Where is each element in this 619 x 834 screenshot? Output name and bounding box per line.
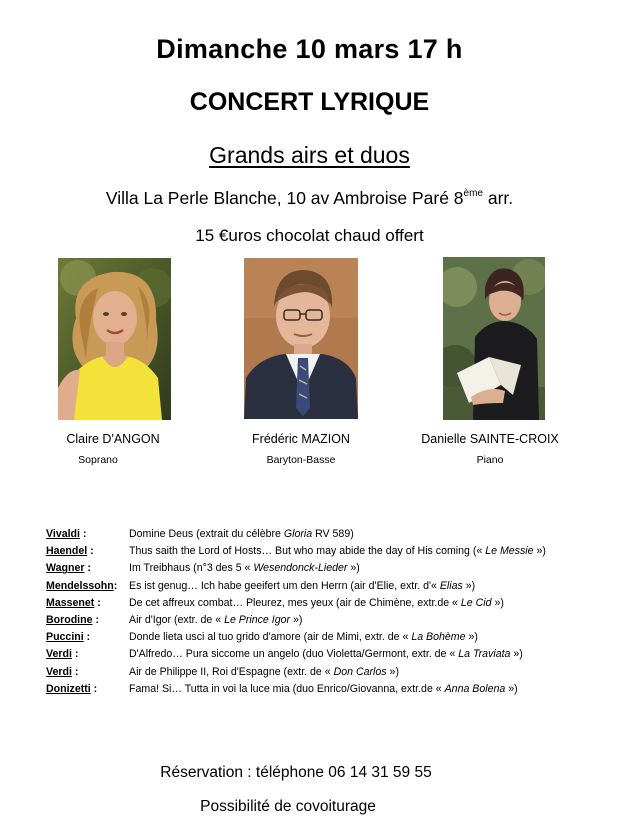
venue-end: arr.	[482, 188, 514, 208]
artist-role: Soprano	[78, 454, 118, 466]
artist-photo-soprano	[58, 258, 171, 420]
price-line: 15 €uros chocolat chaud offert	[195, 226, 424, 245]
program-row	[46, 646, 606, 663]
concert-subtitle: Grands airs et duos	[209, 142, 410, 168]
artist-role: Baryton-Basse	[266, 454, 336, 466]
program-row	[46, 664, 606, 681]
composer-name: Donizetti :	[46, 682, 98, 695]
reservation-line: Réservation : téléphone 06 14 31 59 55	[160, 764, 432, 781]
composer-name: Haendel :	[46, 545, 94, 558]
composer-name: Verdi :	[46, 665, 79, 678]
artist-photo-baritone	[244, 258, 358, 419]
program-row	[46, 612, 606, 629]
composer-name: Borodine :	[46, 613, 99, 626]
artist-name: Frédéric MAZION	[252, 432, 350, 446]
work-title: Im Treibhaus (n°3 des 5 « Wesendonck-Lieder »)	[129, 562, 360, 575]
artist-role: Piano	[476, 454, 504, 466]
program-row	[46, 578, 606, 595]
work-title: Air de Philippe II, Roi d'Espagne (extr. de « Don Carlos »)	[129, 665, 399, 678]
venue-main: Villa La Perle Blanche, 10 av Ambroise Paré 8	[105, 188, 464, 208]
program-list	[46, 526, 606, 698]
composer-name: Wagner :	[46, 562, 91, 575]
artist-name: Claire D'ANGON	[66, 432, 160, 446]
program-row	[46, 681, 606, 698]
event-date: Dimanche 10 mars 17 h	[156, 34, 463, 64]
work-title: Es ist genug… Ich habe geeifert um den Herrn (air d'Elie, extr. d'« Elias »)	[129, 579, 476, 592]
program-row	[46, 560, 606, 577]
composer-name: Vivaldi :	[46, 528, 87, 540]
program-row	[46, 629, 606, 646]
work-title: Fama! Si… Tutta in voi la luce mia (duo Enrico/Giovanna, extr.de « Anna Bolena »)	[129, 682, 518, 695]
work-title: De cet affreux combat… Pleurez, mes yeux (air de Chimène, extr.de « Le Cid »)	[129, 596, 504, 609]
concert-title: CONCERT LYRIQUE	[189, 88, 430, 116]
composer-name: Puccini :	[46, 631, 91, 644]
program-row	[46, 543, 606, 560]
work-title: Air d'Igor (extr. de « Le Prince Igor »)	[129, 613, 303, 626]
program-row	[46, 526, 606, 543]
venue-line	[0, 188, 619, 209]
composer-name: Verdi :	[46, 648, 79, 661]
composer-name: Massenet :	[46, 596, 101, 609]
venue-superscript: ème	[463, 188, 483, 199]
work-title: D'Alfredo… Pura siccome un angelo (duo Violetta/Germont, extr. de « La Traviata »)	[129, 648, 523, 661]
carpool-line: Possibilité de covoiturage	[200, 798, 376, 815]
artist-name: Danielle SAINTE-CROIX	[421, 432, 559, 446]
work-title: Donde lieta usci al tuo grido d'amore (air de Mimi, extr. de « La Bohème »)	[129, 631, 478, 644]
composer-name: Mendelssohn:	[46, 579, 118, 592]
program-row	[46, 595, 606, 612]
artist-photo-pianist	[443, 257, 545, 420]
work-title: Thus saith the Lord of Hosts… But who may abide the day of His coming (« Le Messie »)	[129, 545, 546, 558]
work-title: Domine Deus (extrait du célèbre Gloria RV 589)	[129, 528, 354, 540]
